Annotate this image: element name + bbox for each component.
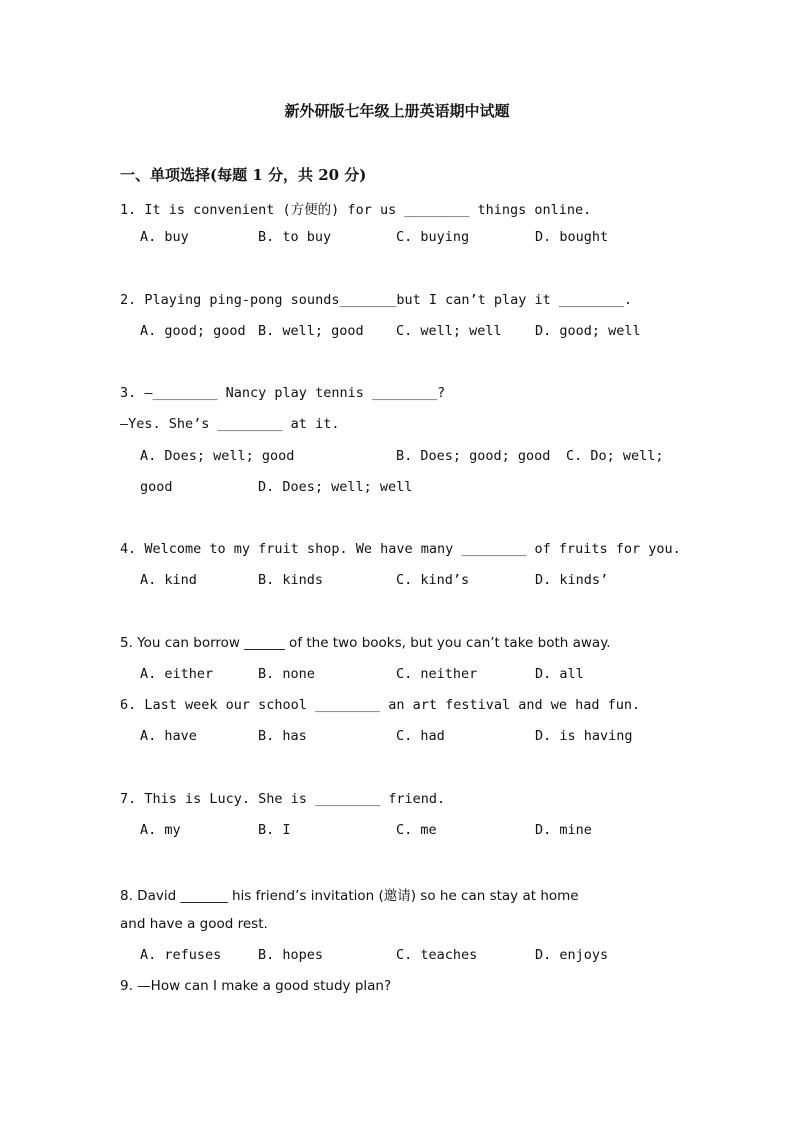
question-3-stem: 3. —________ Nancy play tennis ________? xyxy=(120,385,446,401)
question-5-option-c: C. neither xyxy=(396,666,478,682)
question-1-option-d: D. bought xyxy=(535,229,609,245)
question-2-option-a: A. good; good xyxy=(140,323,246,339)
question-4-option-c: C. kind’s xyxy=(396,572,470,588)
question-3-option-a: A. Does; well; good xyxy=(140,448,295,464)
page-title: 新外研版七年级上册英语期中试题 xyxy=(284,102,510,120)
question-8-stem: 8. David _______ his friend’s invitation (邀请) so he can stay at home xyxy=(120,888,579,904)
question-4-option-a: A. kind xyxy=(140,572,197,588)
question-7-stem: 7. This is Lucy. She is ________ friend. xyxy=(120,791,446,807)
question-7-option-b: B. I xyxy=(258,822,291,838)
question-6-option-a: A. have xyxy=(140,728,197,744)
question-5-option-d: D. all xyxy=(535,666,584,682)
question-8-option-b: B. hopes xyxy=(258,947,324,963)
question-2-stem: 2. Playing ping-pong sounds_______but I can’t play it ________. xyxy=(120,292,633,308)
question-6-stem: 6. Last week our school ________ an art festival and we had fun. xyxy=(120,697,641,713)
question-3-option-d: D. Does; well; well xyxy=(258,479,413,495)
question-1-option-a: A. buy xyxy=(140,229,189,245)
question-3-option-c-continued: good xyxy=(140,479,173,495)
question-5-option-b: B. none xyxy=(258,666,315,682)
question-4-option-d: D. kinds’ xyxy=(535,572,609,588)
question-6-option-c: C. had xyxy=(396,728,445,744)
question-6-option-b: B. has xyxy=(258,728,307,744)
question-2-option-b: B. well; good xyxy=(258,323,364,339)
question-3-option-b: B. Does; good; good xyxy=(396,448,551,464)
question-8-option-c: C. teaches xyxy=(396,947,478,963)
question-6-option-d: D. is having xyxy=(535,728,633,744)
section-heading: 一、单项选择(每题 1 分，共 20 分) xyxy=(120,166,367,184)
question-8-option-d: D. enjoys xyxy=(535,947,609,963)
question-7-option-d: D. mine xyxy=(535,822,592,838)
question-5-option-a: A. either xyxy=(140,666,214,682)
question-1-option-b: B. to buy xyxy=(258,229,332,245)
question-5-stem: 5. You can borrow ______ of the two books, but you can’t take both away. xyxy=(120,635,611,651)
question-9-stem: 9. —How can I make a good study plan? xyxy=(120,978,392,994)
question-2-option-c: C. well; well xyxy=(396,323,502,339)
question-2-option-d: D. good; well xyxy=(535,323,641,339)
question-3-reply: —Yes. She’s ________ at it. xyxy=(120,416,340,432)
question-8-stem-continued: and have a good rest. xyxy=(120,916,268,932)
question-1-option-c: C. buying xyxy=(396,229,470,245)
question-4-option-b: B. kinds xyxy=(258,572,324,588)
question-3-option-c: C. Do; well; xyxy=(566,448,664,464)
question-7-option-a: A. my xyxy=(140,822,181,838)
question-8-option-a: A. refuses xyxy=(140,947,222,963)
question-1-stem: 1. It is convenient (方便的) for us ________ things online. xyxy=(120,202,592,218)
question-7-option-c: C. me xyxy=(396,822,437,838)
question-4-stem: 4. Welcome to my fruit shop. We have many ________ of fruits for you. xyxy=(120,541,681,557)
